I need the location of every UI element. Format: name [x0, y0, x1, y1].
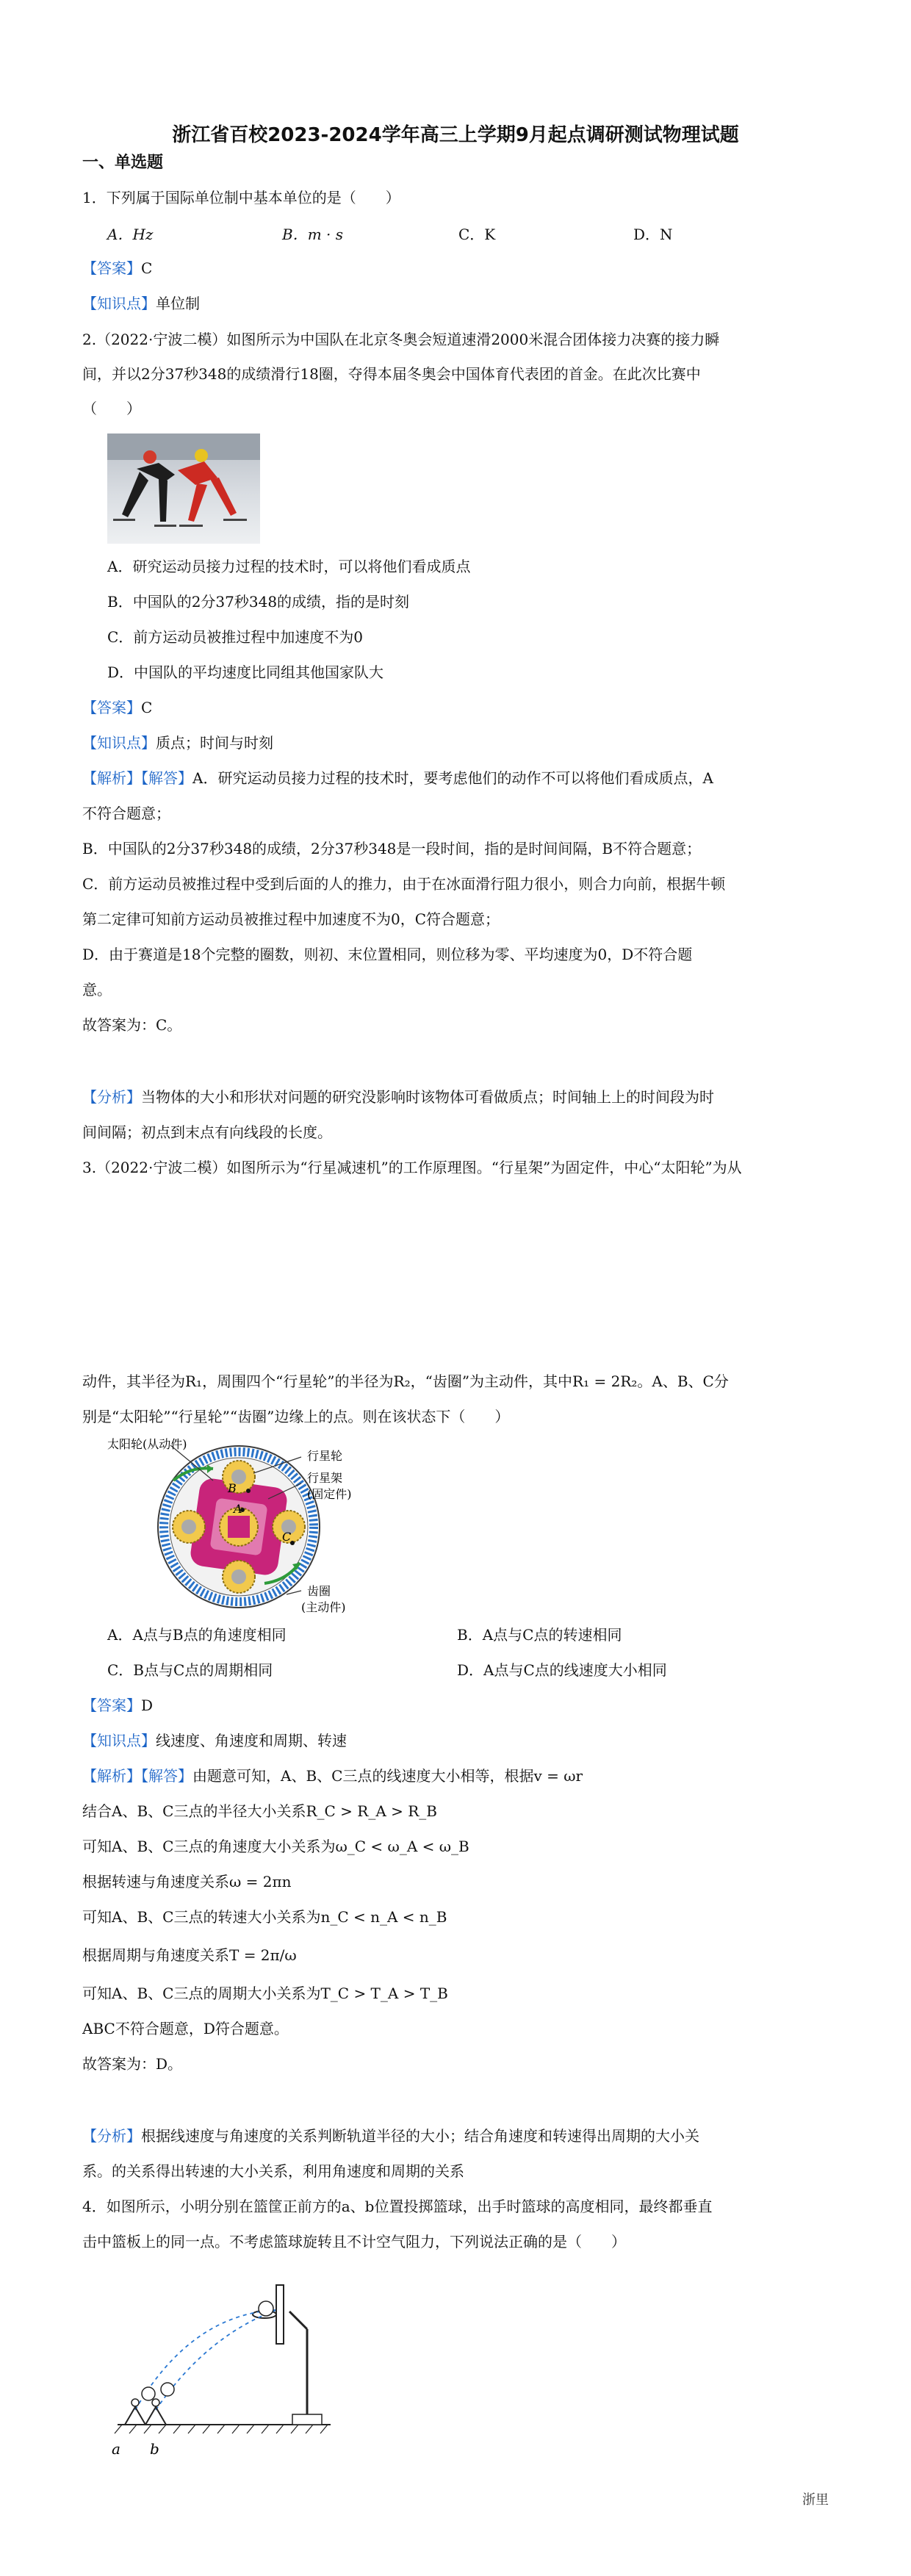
q2-analysis-line1 — [82, 767, 713, 789]
q3-analysis-line9: 故答案为：D。 — [82, 2055, 183, 2073]
q3-analysis-line2: 结合A、B、C三点的半径大小关系R_C > R_A > R_B — [82, 1802, 438, 1820]
q2-answer — [82, 697, 152, 719]
page-footer: 浙里 — [802, 2492, 829, 2508]
q2-analysis-line2: 不符合题意； — [82, 805, 170, 822]
answer-tag: 【答案】 — [82, 259, 141, 277]
q2-option-b: B．中国队的2分37秒348的成绩，指的是时刻 — [107, 593, 410, 611]
section-heading: 一、单选题 — [82, 154, 164, 172]
q1-knowledge — [82, 292, 200, 314]
q3-fenxi-text: 根据线速度与角速度的关系判断轨道半径的大小；结合角速度和转速得出周期的大小关 — [141, 2127, 699, 2145]
q3-analysis-line8: ABC不符合题意，D符合题意。 — [82, 2020, 289, 2037]
label-point-c: C — [282, 1530, 292, 1544]
q3-answer — [82, 1694, 153, 1716]
knowledge-tag: 【知识点】 — [82, 295, 156, 312]
q3-option-b: B．A点与C点的转速相同 — [457, 1626, 622, 1644]
label-carrier: 行星架 — [307, 1471, 343, 1485]
fenxi-tag: 【分析】 — [82, 2127, 141, 2145]
label-point-a: A — [234, 1502, 242, 1516]
q3-stem-line2: 动件，其半径为R₁，周围四个“行星轮”的半径为R₂，“齿圈”为主动件，其中R₁ = 2R₂。A、B、C分 — [82, 1372, 729, 1390]
q2-option-c: C．前方运动员被推过程中加速度不为0 — [107, 628, 364, 646]
q2-knowledge-value: 质点；时间与时刻 — [156, 734, 273, 752]
knowledge-tag: 【知识点】 — [82, 734, 156, 752]
q3-option-a: A．A点与B点的角速度相同 — [107, 1626, 287, 1644]
answer-tag: 【答案】 — [82, 699, 141, 716]
q2-fenxi-text: 当物体的大小和形状对问题的研究没影响时该物体可看做质点；时间轴上上的时间段为时 — [141, 1088, 714, 1106]
q3-knowledge-value: 线速度、角速度和周期、转速 — [156, 1732, 347, 1749]
q2-stem-line1: 2.（2022·宁波二模）如图所示为中国队在北京冬奥会短道速滑2000米混合团体接力决赛的接力瞬 — [82, 331, 720, 348]
q3-analysis-line6: 根据周期与角速度关系T = 2π/ω — [82, 1946, 297, 1964]
q3-option-d: D．A点与C点的线速度大小相同 — [457, 1661, 667, 1679]
fenxi-tag: 【分析】 — [82, 1088, 141, 1106]
q1-option-b: B．m · s — [282, 226, 343, 243]
q3-option-c: C．B点与C点的周期相同 — [107, 1661, 273, 1679]
answer-tag: 【答案】 — [82, 1697, 141, 1714]
q1-option-a: A．Hz — [107, 226, 154, 243]
q2-knowledge — [82, 732, 273, 754]
q2-analysis-text: A．研究运动员接力过程的技术时，要考虑他们的动作不可以将他们看成质点，A — [192, 769, 713, 787]
q3-analysis-text: 由题意可知，A、B、C三点的线速度大小相等，根据v = ωr — [192, 1767, 583, 1785]
q2-option-a: A．研究运动员接力过程的技术时，可以将他们看成质点 — [107, 558, 471, 575]
speed-skating-photo — [107, 433, 260, 544]
label-planet-gear: 行星轮 — [307, 1449, 343, 1463]
label-position-a: a — [112, 2440, 120, 2458]
q3-analysis-line4: 根据转速与角速度关系ω = 2πn — [82, 1873, 292, 1890]
analysis-tag: 【解析】【解答】 — [82, 769, 192, 787]
q1-option-d: D．N — [633, 226, 673, 243]
q1-answer — [82, 257, 152, 279]
q3-analysis-line5: 可知A、B、C三点的转速大小关系为n_C < n_A < n_B — [82, 1908, 447, 1926]
q3-analysis-line7: 可知A、B、C三点的周期大小关系为T_C > T_A > T_B — [82, 1985, 448, 2002]
q2-analysis-line6: D．由于赛道是18个完整的圈数，则初、末位置相同，则位移为零、平均速度为0，D不符合题 — [82, 946, 693, 963]
label-ring-driver: (主动件) — [301, 1600, 346, 1613]
basketball-throw-diagram — [103, 2270, 353, 2461]
q4-stem-line1: 4．如图所示，小明分别在篮筐正前方的a、b位置投掷篮球，出手时篮球的高度相同，最终都垂直 — [82, 2198, 713, 2215]
q1-option-c: C．K — [458, 226, 496, 243]
q2-analysis-line5: 第二定律可知前方运动员被推过程中加速度不为0，C符合题意； — [82, 910, 500, 928]
q2-option-d: D．中国队的平均速度比同组其他国家队大 — [107, 663, 384, 681]
label-position-b: b — [150, 2440, 159, 2458]
q1-stem: 1．下列属于国际单位制中基本单位的是（ ） — [82, 189, 400, 206]
q3-stem-line3: 别是“太阳轮”“行星轮”“齿圈”边缘上的点。则在该状态下（ ） — [82, 1408, 510, 1425]
q2-fenxi-line2: 间间隔；初点到末点有向线段的长度。 — [82, 1123, 332, 1141]
q4-stem-line2: 击中篮板上的同一点。不考虑篮球旋转且不计空气阻力，下列说法正确的是（ ） — [82, 2233, 626, 2251]
q3-stem-line1: 3.（2022·宁波二模）如图所示为“行星减速机”的工作原理图。“行星架”为固定件，中心“太阳轮”为从 — [82, 1159, 742, 1176]
label-sun-gear: 太阳轮(从动件) — [107, 1437, 187, 1451]
q2-analysis-line8: 故答案为：C。 — [82, 1016, 182, 1034]
planetary-reducer-diagram — [103, 1436, 397, 1613]
q2-stem-line3: （ ） — [82, 400, 141, 417]
label-ring-gear: 齿圈 — [307, 1584, 331, 1598]
q2-analysis-line3: B．中国队的2分37秒348的成绩，2分37秒348是一段时间，指的是时间间隔，B不符合题意； — [82, 840, 702, 857]
q2-analysis-line7: 意。 — [82, 981, 112, 999]
knowledge-tag: 【知识点】 — [82, 1732, 156, 1749]
q3-analysis-line3: 可知A、B、C三点的角速度大小关系为ω_C < ω_A < ω_B — [82, 1838, 469, 1855]
q3-analysis-line1 — [82, 1765, 583, 1787]
q2-fenxi-line1 — [82, 1086, 714, 1108]
q2-stem-line2: 间，并以2分37秒348的成绩滑行18圈，夺得本届冬奥会中国体育代表团的首金。在此次比赛中 — [82, 365, 701, 383]
q2-answer-value: C — [141, 699, 153, 716]
label-point-b: B — [228, 1481, 237, 1495]
q3-answer-value: D — [141, 1697, 154, 1714]
q3-fenxi-line1 — [82, 2125, 699, 2147]
page-title: 浙江省百校2023-2024学年高三上学期9月起点调研测试物理试题 — [172, 124, 739, 146]
q1-knowledge-value: 单位制 — [156, 295, 200, 312]
q3-fenxi-line2: 系。的关系得出转速的大小关系，利用角速度和周期的关系 — [82, 2162, 464, 2180]
q1-answer-value: C — [141, 259, 153, 277]
label-carrier-fixed: (固定件) — [307, 1487, 352, 1501]
analysis-tag: 【解析】【解答】 — [82, 1767, 192, 1785]
q2-analysis-line4: C．前方运动员被推过程中受到后面的人的推力，由于在冰面滑行阻力很小，则合力向前，根据牛顿 — [82, 875, 726, 893]
q3-knowledge — [82, 1730, 347, 1752]
